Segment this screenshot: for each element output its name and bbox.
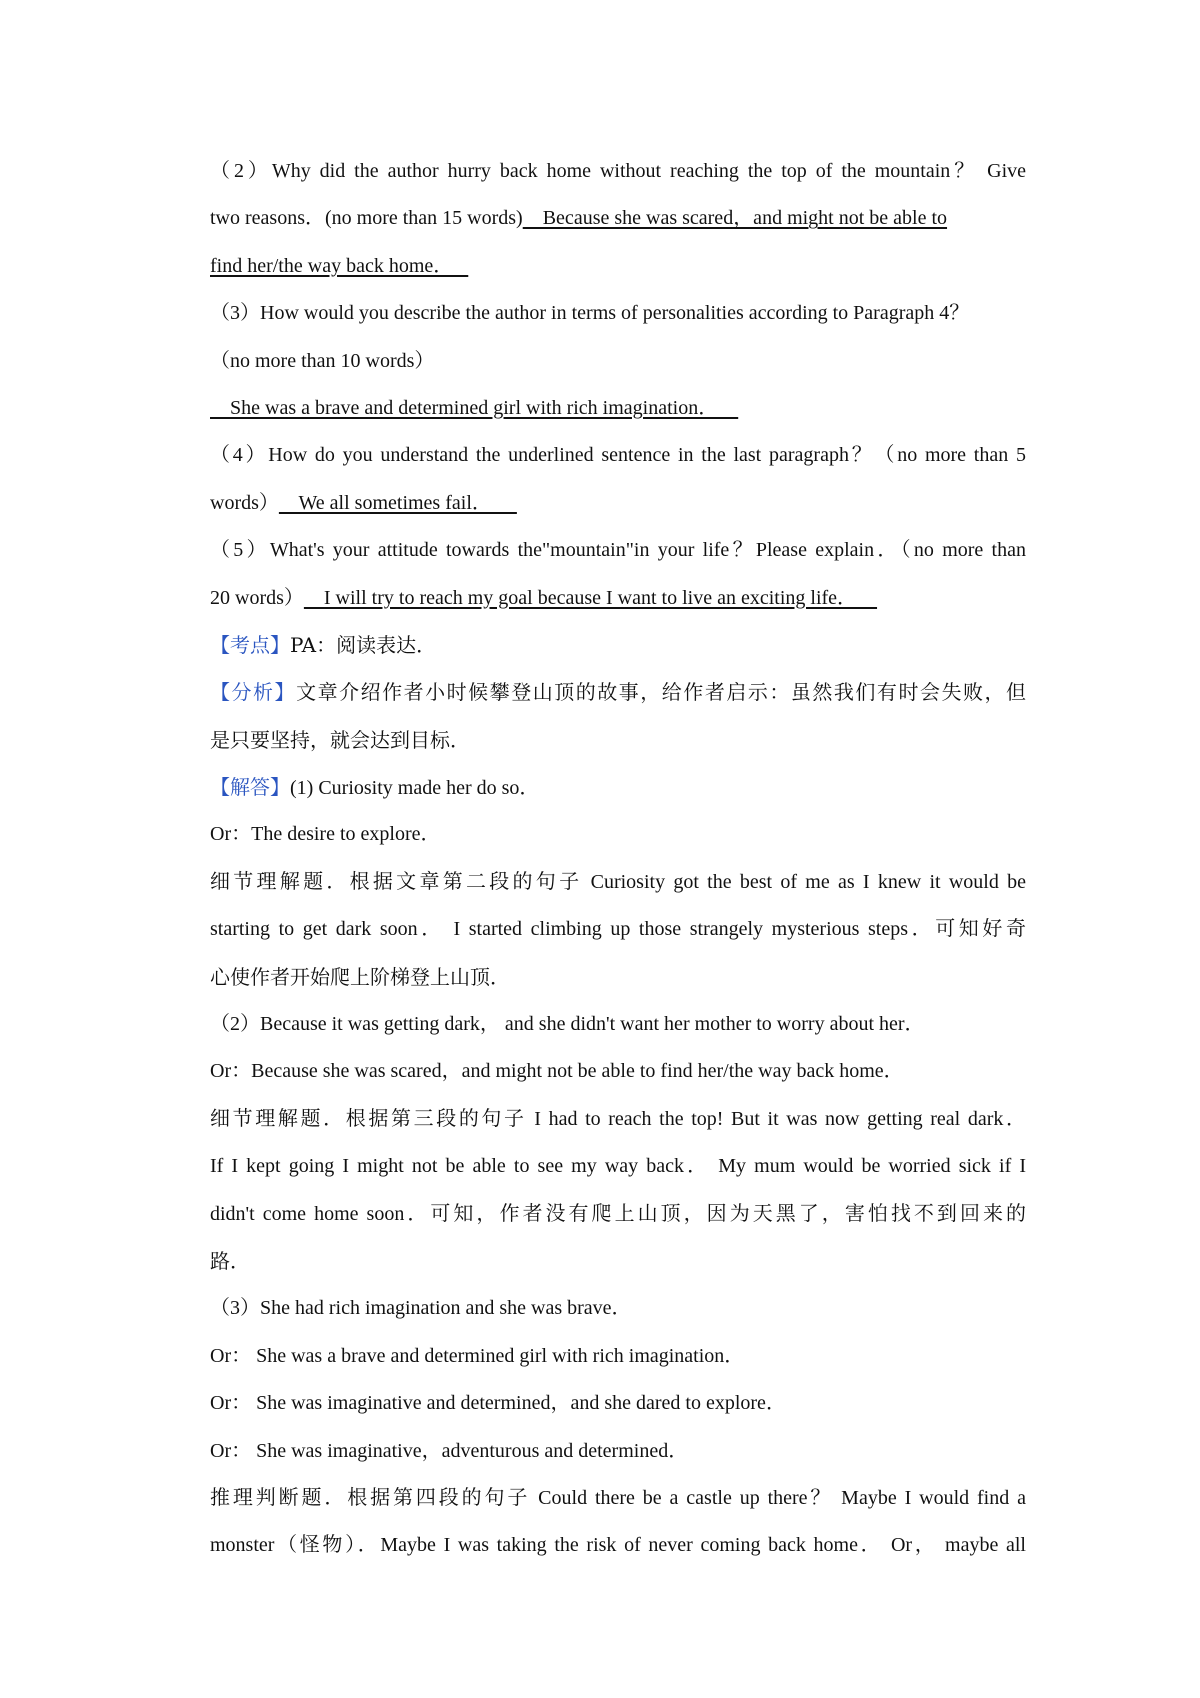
q4-text: （4）How do you understand the underlined sentence in the last paragraph？（no more than 5 (210, 444, 1026, 467)
q3-word-limit: （no more than 10 words） (210, 349, 435, 372)
q2-answer-part-1: Because she was scared，and might not be able to (522, 207, 948, 230)
answer-1: (1) Curiosity made her do so． (290, 777, 540, 800)
answer-3-alternative-2 (210, 1380, 1026, 1427)
q5-prompt: 20 words） (210, 586, 304, 609)
question-3-line-1 (210, 290, 1026, 337)
fenxi-tag: 【分析】 (210, 680, 297, 705)
kaodian-line (210, 622, 1026, 669)
answer-2-explanation-1 (210, 1096, 1026, 1143)
q4-answer: We all sometimes fail． (278, 491, 517, 514)
a1-explanation-text-3: 心使作者开始爬上阶梯登上山顶． (210, 964, 510, 989)
q3-answer: She was a brave and determined girl with rich imagination． (210, 396, 739, 419)
question-2-line-1 (210, 148, 1026, 195)
fenxi-line-2 (210, 717, 1026, 764)
answer-3-or-3: Or： She was imaginative，adventurous and determined． (210, 1439, 689, 1462)
jieda-line (210, 764, 1026, 811)
answer-2-or: Or：Because she was scared，and might not be able to find her/the way back home． (210, 1060, 904, 1083)
question-4-line-2 (210, 480, 1026, 527)
question-4-line-1 (210, 432, 1026, 479)
question-5-line-2 (210, 575, 1026, 622)
answer-3-or-2: Or： She was imaginative and determined，and she dared to explore． (210, 1392, 786, 1415)
q3-text: （3）How would you describe the author in terms of personalities according to Paragraph 4？ (210, 302, 970, 325)
answer-3-or-1: Or： She was a brave and determined girl with rich imagination． (210, 1344, 745, 1367)
question-5-line-1 (210, 527, 1026, 574)
answer-2 (210, 1001, 1026, 1048)
answer-2-explanation-2 (210, 1143, 1026, 1190)
fenxi-line-1 (210, 669, 1026, 716)
answer-1-alternative (210, 811, 1026, 858)
answer-3-alternative-3 (210, 1428, 1026, 1475)
a3-explanation-text-2: monster（怪物）．Maybe I was taking the risk of never coming back home． Or， maybe all (210, 1534, 1026, 1557)
fenxi-text-2: 是只要坚持，就会达到目标． (210, 727, 470, 752)
q2-answer-part-2: find her/the way back home． (210, 254, 469, 277)
answer-1-explanation-3 (210, 954, 1026, 1001)
q5-text: （5）What's your attitude towards the"mountain"in your life？Please explain．（no more than (210, 539, 1026, 562)
document-body (210, 148, 1026, 1570)
question-3-line-3 (210, 385, 1026, 432)
answer-3-text: （3）She had rich imagination and she was brave． (210, 1297, 632, 1320)
answer-2-alternative (210, 1048, 1026, 1095)
answer-1-explanation-2 (210, 906, 1026, 953)
jieda-tag: 【解答】 (210, 775, 290, 800)
kaodian-text: PA：阅读表达． (290, 632, 437, 657)
a2-explanation-text-4: 路． (210, 1248, 250, 1273)
question-2-line-3 (210, 243, 1026, 290)
question-2-line-2 (210, 195, 1026, 242)
answer-3-alternative-1 (210, 1333, 1026, 1380)
q4-prompt: words） (210, 491, 279, 514)
answer-2-explanation-3 (210, 1191, 1026, 1238)
answer-1-explanation-1 (210, 859, 1026, 906)
a1-explanation-text-1: 细节理解题．根据文章第二段的句子 Curiosity got the best of me as I knew it would be (210, 870, 1026, 893)
answer-1-or: Or：The desire to explore． (210, 823, 441, 846)
answer-3 (210, 1285, 1026, 1332)
answer-2-explanation-4 (210, 1238, 1026, 1285)
a2-explanation-text-1: 细节理解题．根据第三段的句子 I had to reach the top! But it was now getting real dark． (210, 1107, 1026, 1130)
a2-explanation-text-2: If I kept going I might not be able to see my way back． My mum would be worried sick if I (210, 1155, 1026, 1178)
answer-3-explanation-1 (210, 1475, 1026, 1522)
a2-explanation-text-3: didn't come home soon．可知，作者没有爬上山顶，因为天黑了，害怕找不到回来的 (210, 1202, 1026, 1225)
question-3-line-2 (210, 338, 1026, 385)
fenxi-text-1: 文章介绍作者小时候攀登山顶的故事，给作者启示：虽然我们有时会失败，但 (296, 680, 1027, 705)
q2-prompt: two reasons．(no more than 15 words) (210, 207, 523, 230)
kaodian-tag: 【考点】 (210, 632, 290, 657)
a3-explanation-text-1: 推理判断题．根据第四段的句子 Could there be a castle up there？ Maybe I would find a (210, 1486, 1026, 1509)
q2-text: （2）Why did the author hurry back home without reaching the top of the mountain？ Give (210, 160, 1026, 182)
answer-3-explanation-2 (210, 1522, 1026, 1569)
q5-answer: I will try to reach my goal because I want to live an exciting life． (303, 586, 878, 609)
a1-explanation-text-2: starting to get dark soon． I started climbing up those strangely mysterious steps．可知好奇 (210, 918, 1026, 941)
answer-2-text: （2）Because it was getting dark， and she didn't want her mother to worry about her． (210, 1013, 925, 1036)
